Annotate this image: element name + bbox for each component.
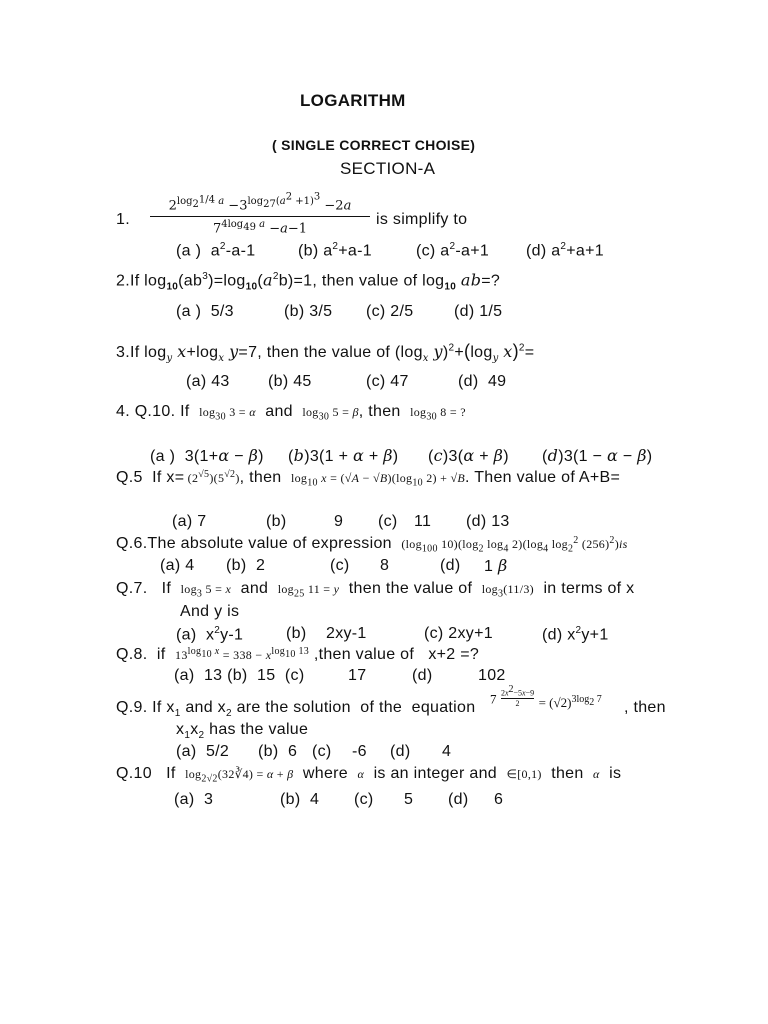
q1-text: is simplify to [376,211,468,228]
option-c: (c) [330,557,350,574]
q4-text: 4. Q.10. If $\log_{30} 3 = \alpha$ and $\log_{30} 5 = \beta$, then $\log_{30} 8$ = ? [116,403,466,423]
option-a-b: (a) 13 (b) 15 (c) [174,667,305,684]
option-c: (c) 2xy+1 [424,625,493,642]
option-c: (c)3(α + β) [428,446,509,465]
page-subtitle: ( SINGLE CORRECT CHOISE) [272,137,476,153]
option-a: (a ) 5/3 [176,303,234,320]
option-a: (a) $x^2y-1$ [176,625,244,644]
option-d: (d) 1/5 [454,303,503,320]
q9-equation: 7 $\frac{2x^2-5x-9}{2}$ $_{= (√2)^{3log_2 7}}$ [490,684,602,711]
q7-text: Q.7. If $\log_3 5 = x$ and $\log_{25} 11 = y$ then the value of $\log_3(11/3)$ in terms of x [116,580,635,600]
option-c: (c) [312,743,332,760]
option-b: (b) 2 [226,557,266,574]
option-d-value: 102 [478,667,506,684]
option-c-value: 5 [404,791,414,808]
q9-then: , then [624,699,666,716]
q9-text-2: $x_1x_2$ has the value [176,721,309,742]
q1-fraction [150,192,370,236]
option-b: (b) 45 [268,373,312,390]
option-d: (d) 49 [458,373,507,390]
q5-text: Q.5 If $x= (2^{√5})(5^{√2})$, then $\log_{10} x = (√A - √B)(\log_{10}$ 2) + √B. Then value of A+B= [116,469,621,489]
q9-exponent-fraction: $\frac{2x^2-5x-9}{2}$ [500,684,535,708]
option-c: (c) [378,513,398,530]
option-b: (b) 3/5 [284,303,333,320]
option-a: (a) 5/2 [176,743,230,760]
option-c: (c) $a^2-a+1$ [416,241,490,260]
option-c-value: -6 [352,743,367,760]
option-a: (a) 7 [172,513,207,530]
option-b: (b) [286,625,307,642]
option-b: (b) 6 [258,743,298,760]
option-c-value: 17 [348,667,367,684]
option-d: (d) $a^2+a+1$ [526,241,604,260]
option-b-value: 2xy-1 [326,625,367,642]
fraction-bar [150,216,370,217]
option-c: (c) 47 [366,373,409,390]
option-c-value: 8 [380,557,390,574]
option-d: (d) [448,791,469,808]
option-d: (d) [412,667,433,684]
option-a: (a ) 3(1+α − β) [150,446,264,465]
option-b: (b) 4 [280,791,320,808]
question-number: 1. [116,211,130,228]
option-a: (a) 43 [186,373,230,390]
option-d: (d) [390,743,411,760]
option-a: (a) 3 [174,791,214,808]
option-b: (b)3(1 + α + β) [288,446,399,465]
option-c-value: 11 [414,513,432,530]
option-c: (c) 2/5 [366,303,414,320]
q6-text: Q.6.The absolute value of expression ($\log_{100}$ $10)(\log_2$ $\log_4 2)(\log_4$ $\log_2^2 (256)^2)is$ [116,535,628,555]
option-b: (b) $a^2+a-1$ [298,241,372,260]
option-d-value: 1 β [484,556,508,575]
q1-numerator: $2^{log_{2^{1/4}} a} -3^{log_{27}(a^2 +1)^3} -2a$ [168,192,352,214]
option-b-value: 9 [334,513,344,530]
q2-text: 2.If $\log_{10}(ab^3)=\log_{10}(a^2b)=1$, then value of $\log_{10} ab=$? [116,270,501,293]
option-d: (d)3(1 − α − β) [542,446,653,465]
option-d: (d) 13 [466,513,510,530]
q8-text: Q.8. if $13^{log_{10} x} = 338 - x^{log_{10} 13}$ ,then value of x+2 =? [116,646,480,663]
page-title: LOGARITHM [300,91,406,110]
option-a: (a) 4 [160,557,195,574]
option-a: (a ) $a^2-a-1$ [176,241,256,260]
option-d-value: 6 [494,791,504,808]
option-b: (b) [266,513,287,530]
q9-text: Q.9. If $x_1$ and $x_2$ are the solution of the equation [116,699,476,720]
option-d: (d) $x^2y+1$ [542,625,609,644]
q10-text: Q.10 If $\log_{2√2}(32∛4) = \alpha + \beta$ where α is an integer and ∈[0,1) then α is [116,765,622,785]
option-c: (c) [354,791,374,808]
section-heading: SECTION-A [340,159,436,178]
q1-denominator: $7^{4log_{49} a} -a-1$ [212,218,308,236]
q7-text-2: And y is [180,603,240,620]
option-d: (d) [440,557,461,574]
q3-text: 3.If $\log_y x+\log_x$ y=7, then the value of ($\log_x$ $y)^2+(\log_y$ x)$^2$= [116,341,535,365]
option-d-value: 4 [442,743,452,760]
